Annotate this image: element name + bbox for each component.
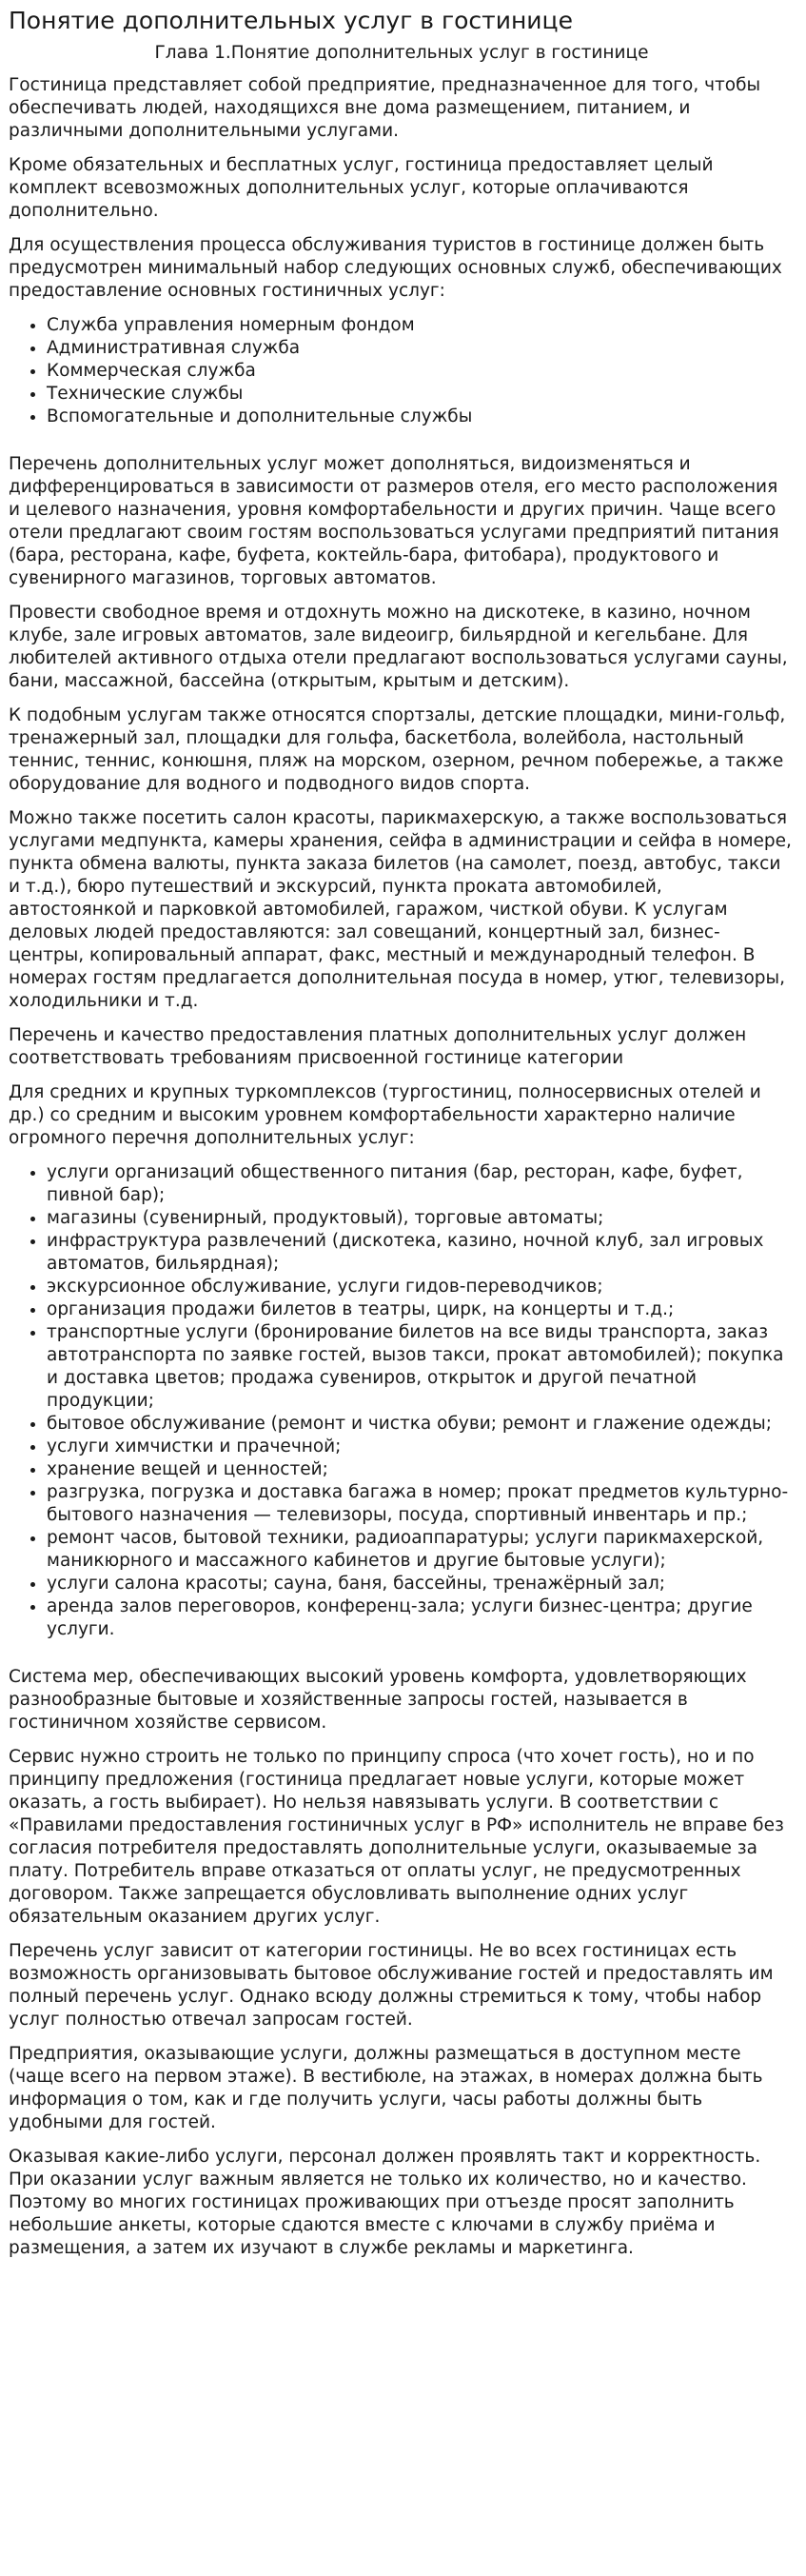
list-item: • организация продажи билетов в театры, цирк, на концерты и т.д.; (47, 1298, 795, 1321)
chapter-heading: Глава 1.Понятие дополнительных услуг в гостинице (154, 43, 649, 63)
list-item: • хранение вещей и ценностей; (47, 1458, 795, 1481)
paragraph-category: Перечень и качество предоставления платных дополнительных услуг должен соответствовать требованиям присвоенной гостинице категории (9, 1025, 747, 1068)
list-item: • магазины (сувенирный, продуктовый), торговые автоматы; (47, 1207, 795, 1230)
list-item: • услуги салона красоты; сауна, баня, бассейны, тренажёрный зал; (47, 1573, 795, 1595)
paragraph-service-quality: Оказывая какие-либо услуги, персонал должен проявлять такт и корректность. При оказании услуг важным является не только их количество, но и качество. Поэтому во многих гостиницах проживающих при отъезде просят заполнить небольшие анкеты, которые сдаются вместе с ключами в службу приёма и размещения, а затем их изучают в службе рекламы и маркетинга. (9, 2147, 761, 2258)
list-item: • услуги организаций общественного питания (бар, ресторан, кафе, буфет, пивной бар); (47, 1161, 795, 1207)
paragraph-leisure: Провести свободное время и отдохнуть можно на дискотеке, в казино, ночном клубе, зале игровых автоматов, зале видеоигр, бильярдной и кегельбане. Для любителей активного отдыха отели предлагают воспользоваться услугами сауны, бани, массажной, бассейна (открытым, крытым и детским). (9, 603, 788, 691)
list-item: • экскурсионное обслуживание, услуги гидов-переводчиков; (47, 1276, 795, 1298)
extra-services-list (9, 1161, 795, 1641)
paragraph-basic-services: Для осуществления процесса обслуживания туристов в гостинице должен быть предусмотрен минимальный набор следующих основных служб, обеспечивающих предоставление основных гостиничных услуг: (9, 235, 782, 301)
paragraph-intro: Гостиница представляет собой предприятие, предназначенное для того, чтобы обеспечивать людей, находящихся вне дома размещением, питанием, и различными дополнительными услугами. (9, 75, 761, 141)
list-item: • Служба управления номерным фондом (47, 314, 795, 337)
paragraph-other-services: Можно также посетить салон красоты, парикмахерскую, а также воспользоваться услугами медпункта, камеры хранения, сейфа в администрации и сейфа в номере, пункта обмена валюты, пункта заказа билетов (на самолет, поезд, автобус, такси и т.д.), бюро путешествий и экскурсий, пункта проката автомобилей, автостоянкой и парковкой автомобилей, гаражом, чисткой обуви. К услугам деловых людей предоставляются: зал совещаний, концертный зал, бизнес-центры, копировальный аппарат, факс, местный и международный телефон. В номерах гостям предлагается дополнительная посуда в номер, утюг, телевизоры, холодильники и т.д. (9, 808, 792, 1011)
paragraph-services-list: Перечень дополнительных услуг может дополняться, видоизменяться и дифференцироваться в зависимости от размеров отеля, его место расположения и целевого назначения, уровня комфортабельности и других причин. Чаще всего отели предлагают своим гостям воспользоваться услугами предприятий питания (бара, ресторана, кафе, буфета, коктейль-бара, фитобара), продуктового и сувенирного магазинов, торговых автоматов. (9, 454, 779, 588)
paragraph-extra-services: Кроме обязательных и бесплатных услуг, гостиница предоставляет целый комплект всевозможных дополнительных услуг, которые оплачиваются дополнительно. (9, 155, 714, 221)
paragraph-sports: К подобным услугам также относятся спортзалы, детские площадки, мини-гольф, тренажерный зал, площадки для гольфа, баскетбола, волейбола, настольный теннис, теннис, конюшня, пляж на морском, озерном, речном побережье, а также оборудование для водного и подводного видов спорта. (9, 705, 786, 794)
page-title: Понятие дополнительных услуг в гостинице (9, 7, 573, 34)
list-item: • услуги химчистки и прачечной; (47, 1436, 795, 1458)
list-item: • аренда залов переговоров, конференц-зала; услуги бизнес-центра; другие услуги. (47, 1595, 795, 1641)
list-item: • Вспомогательные и дополнительные службы (47, 406, 795, 428)
paragraph-service-placement: Предприятия, оказывающие услуги, должны размещаться в доступном месте (чаще всего на первом этаже). В вестибюле, на этажах, в номерах должна быть информация о том, как и где получить услуги, часы работы должны быть удобными для гостей. (9, 2044, 763, 2132)
list-item: • транспортные услуги (бронирование билетов на все виды транспорта, заказ автотранспорта по заявке гостей, вызов такси, прокат автомобилей); покупка и доставка цветов; продажа сувениров, открыток и другой печатной продукции; (47, 1321, 795, 1413)
paragraph-service-principles: Сервис нужно строить не только по принципу спроса (что хочет гость), но и по принципу предложения (гостиница предлагает новые услуги, которые может оказать, а гость выбирает). Но нельзя навязывать услуги. В соответствии с «Правилами предоставления гостиничных услуг в РФ» исполнитель не вправе без согласия потребителя предоставлять дополнительные услуги, оказываемые за плату. Потребитель вправе отказаться от оплаты услуг, не предусмотренных договором. Также запрещается обусловливать выполнение одних услуг обязательным оказанием других услуг. (9, 1747, 784, 1927)
list-item: • Коммерческая служба (47, 360, 795, 383)
basic-services-list (9, 314, 795, 428)
paragraph-service-definition: Система мер, обеспечивающих высокий уровень комфорта, удовлетворяющих разнообразные бытовые и хозяйственные запросы гостей, называется в гостиничном хозяйстве сервисом. (9, 1667, 747, 1733)
list-item: • бытовое обслуживание (ремонт и чистка обуви; ремонт и глажение одежды; (47, 1413, 795, 1436)
list-item: • инфраструктура развлечений (дискотека, казино, ночной клуб, зал игровых автоматов, бильярдная); (47, 1230, 795, 1276)
list-item: • Административная служба (47, 337, 795, 360)
paragraph-large-complexes: Для средних и крупных туркомплексов (тургостиниц, полносервисных отелей и др.) со средним и высоким уровнем комфортабельности характерно наличие огромного перечня дополнительных услуг: (9, 1082, 761, 1148)
list-item: • ремонт часов, бытовой техники, радиоаппаратуры; услуги парикмахерской, маникюрного и массажного кабинетов и другие бытовые услуги); (47, 1527, 795, 1573)
paragraph-service-scope: Перечень услуг зависит от категории гостиницы. Не во всех гостиницах есть возможность организовывать бытовое обслуживание гостей и предоставлять им полный перечень услуг. Однако всюду должны стремиться к тому, чтобы набор услуг полностью отвечал запросам гостей. (9, 1941, 774, 2030)
list-item: • разгрузка, погрузка и доставка багажа в номер; прокат предметов культурно-бытового назначения — телевизоры, посуда, спортивный инвентарь и пр.; (47, 1481, 795, 1527)
list-item: • Технические службы (47, 383, 795, 406)
